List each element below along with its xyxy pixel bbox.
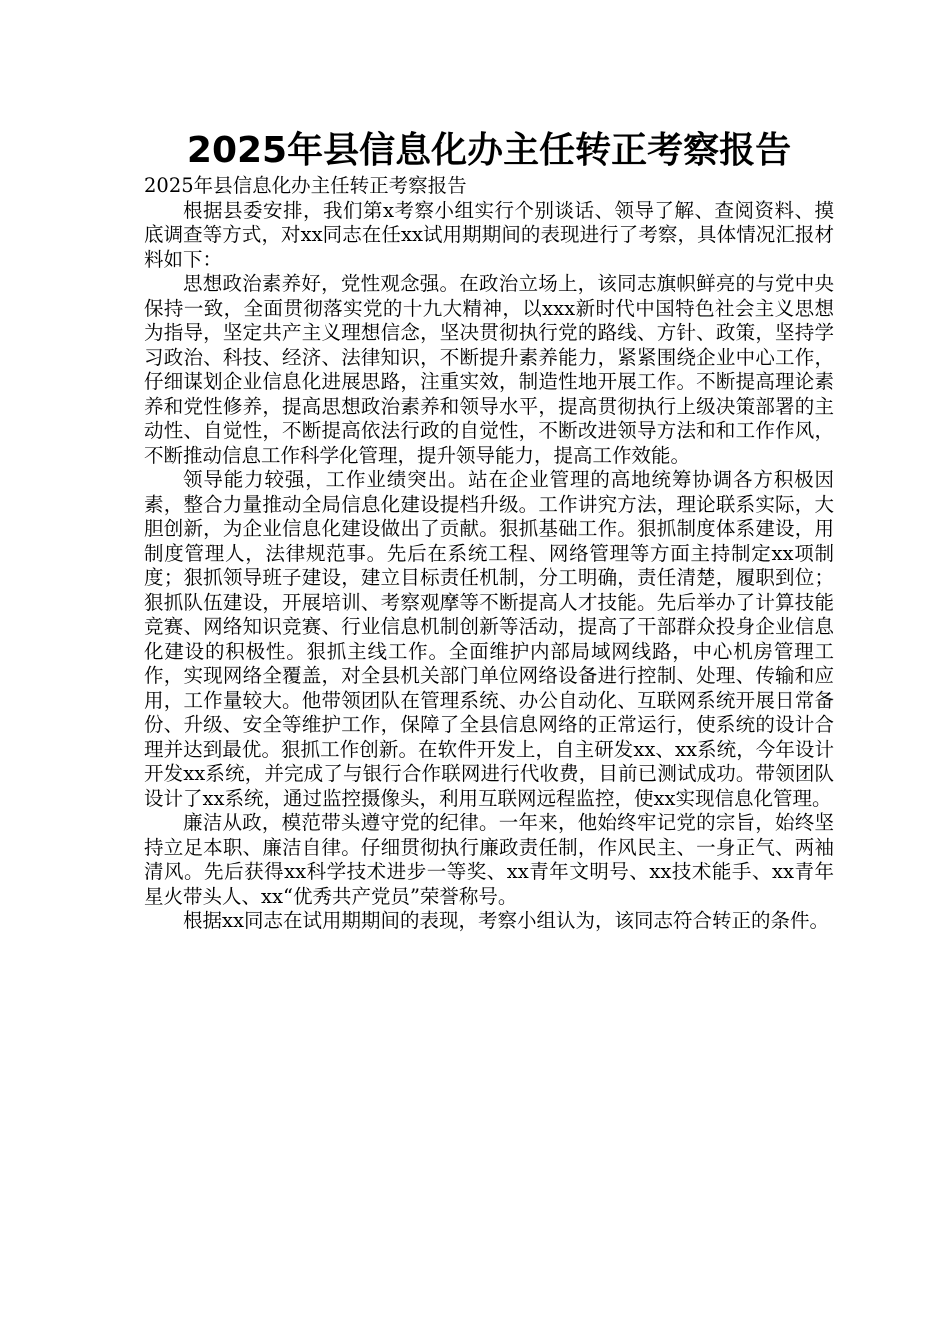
- document-title: 2025年县信息化办主任转正考察报告: [186, 130, 792, 171]
- document-page: [144, 128, 834, 934]
- paragraph-conclusion: 根据xx同志在试用期期间的表现，考察小组认为，该同志符合转正的条件。: [183, 909, 829, 932]
- paragraph-leadership: 领导能力较强，工作业绩突出。站在企业管理的高地统筹协调各方积极因素，整合力量推动全局信息化建设提档升级。工作讲究方法，理论联系实际，大胆创新，为企业信息化建设做出了贡献。狠抓基础工作。狠抓制度体系建设，用制度管理人，法律规范事。先后在系统工程、网络管理等方面主持制定xx项制度；狠抓领导班子建设，建立目标责任机制，分工明确，责任清楚，履职到位；狠抓队伍建设，开展培训、考察观摩等不断提高人才技能。先后举办了计算技能竞赛、网络知识竞赛、行业信息机制创新等活动，提高了干部群众投身企业信息化建设的积极性。狠抓主线工作。全面维护内部局域网线路，中心机房管理工作，实现网络全覆盖，对全县机关部门单位网络设备进行控制、处理、传输和应用，工作量较大。他带领团队在管理系统、办公自动化、互联网系统开展日常备份、升级、安全等维护工作，保障了全县信息网络的正常运行，使系统的设计合理并达到最优。狠抓工作创新。在软件开发上，自主研发xx、xx系统，今年设计开发xx系统，并完成了与银行合作联网进行代收费，目前已测试成功。带领团队设计了xx系统，通过监控摄像头，利用互联网远程监控，使xx实现信息化管理。: [144, 468, 834, 810]
- paragraph-intro: 根据县委安排，我们第x考察小组实行个别谈话、领导了解、查阅资料、摸底调查等方式，对xx同志在任xx试用期期间的表现进行了考察，具体情况汇报材料如下：: [144, 198, 834, 271]
- paragraph-political-quality: 思想政治素养好，党性观念强。在政治立场上，该同志旗帜鲜亮的与党中央保持一致，全面贯彻落实党的十九大精神，以xxx新时代中国特色社会主义思想为指导，坚定共产主义理想信念，坚决贯彻执行党的路线、方针、政策，坚持学习政治、科技、经济、法律知识，不断提升素养能力，紧紧围绕企业中心工作，仔细谋划企业信息化进展思路，注重实效，制造性地开展工作。不断提高理论素养和党性修养，提高思想政治素养和领导水平，提高贯彻执行上级决策部署的主动性、自觉性，不断提高依法行政的自觉性，不断改进领导方法和和工作作风，不断推动信息工作科学化管理，提升领导能力，提高工作效能。: [144, 272, 834, 467]
- paragraph-integrity: 廉洁从政，模范带头遵守党的纪律。一年来，他始终牢记党的宗旨，始终坚持立足本职、廉洁自律。仔细贯彻执行廉政责任制，作风民主、一身正气、两袖清风。先后获得xx科学技术进步一等奖、xx青年文明号、xx技术能手、xx青年星火带头人、xx“优秀共产党员”荣誉称号。: [144, 811, 834, 908]
- document-subtitle: 2025年县信息化办主任转正考察报告: [144, 174, 467, 197]
